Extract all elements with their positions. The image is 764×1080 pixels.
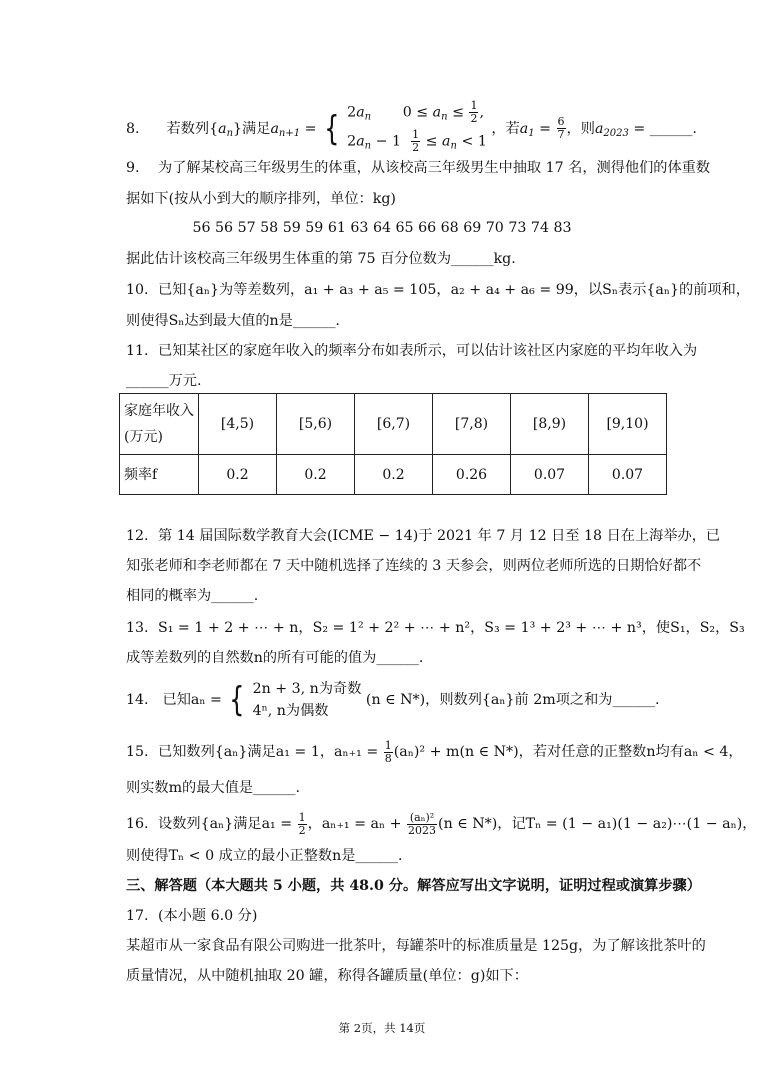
question-17-heading: 17. (本小题 6.0 分) — [126, 908, 258, 924]
table-cell: [7,8) — [433, 394, 511, 455]
frequency-table — [119, 393, 667, 495]
piecewise-cases: 2n + 3, n为奇数 4ⁿ, n为偶数 — [252, 681, 362, 719]
question-13-line-1: 13. S₁ = 1 + 2 + ⋯ + n，S₂ = 1² + 2² + ⋯ + n²，S₃ = 1³ + 2³ + ⋯ + n³，使S₁，S₂，S₃ — [126, 620, 745, 636]
table-cell: [9,10) — [589, 394, 667, 455]
question-17-line-2: 质量情况，从中随机抽取 20 罐，称得各罐质量(单位：g)如下： — [126, 968, 528, 984]
question-12-line-2: 知张老师和李老师都在 7 天中随机选择了连续的 3 天参会，则两位老师所选的日期恰好都不 — [126, 558, 702, 574]
table-cell: [6,7) — [355, 394, 433, 455]
question-13-line-2: 成等差数列的自然数n的所有可能的值为______. — [126, 650, 424, 666]
header-cell: 家庭年收入 (万元) — [120, 394, 199, 455]
piecewise-brace: { — [229, 680, 245, 720]
question-8: 8. 若数列$\{a_n\}$满足$a_{n+1}$ = { $2a_n$ $0 \le a_n$ ≤ $\frac{1}{2}$ , $2a_n - 1$ $\frac{1}{2}$ ≤ $a_n < 1$ ，若$a_1$ = $\frac{6}{7}$ ，则$a_{2023}$ = ______. — [126, 100, 697, 157]
question-9-line-2: 据如下(按从小到大的顺序排列，单位：kg) — [126, 191, 396, 207]
question-10-line-2: 则使得Sₙ达到最大值的n是______. — [126, 313, 340, 329]
table-cell: [8,9) — [511, 394, 589, 455]
table-cell: [5,6) — [277, 394, 355, 455]
table-cell: 0.26 — [433, 455, 511, 495]
section-heading: 三、解答题（本大题共 5 小题，共 48.0 分。解答应写出文字说明，证明过程或演算步骤） — [126, 878, 701, 894]
table-cell: 0.2 — [199, 455, 277, 495]
page-footer: 第 2页，共 14页 — [338, 1021, 426, 1035]
table-cell: 0.2 — [277, 455, 355, 495]
question-9-line-1: 9. 为了解某校高三年级男生的体重，从该校高三年级男生中抽取 17 名，测得他们的体重数 — [126, 160, 711, 176]
table-row — [120, 394, 667, 455]
question-12-line-3: 相同的概率为______. — [126, 588, 259, 604]
table-cell: 0.2 — [355, 455, 433, 495]
piecewise-brace: { — [324, 108, 340, 149]
question-10-line-1: 10. 已知{aₙ}为等差数列，a₁ + a₃ + a₅ = 105，a₂ + a₄ + a₆ = 99，以Sₙ表示{aₙ}的前项和， — [126, 282, 750, 298]
table-cell: [4,5) — [199, 394, 277, 455]
row-label: 频率f — [120, 455, 199, 495]
question-17-line-1: 某超市从一家食品有限公司购进一批茶叶，每罐茶叶的标准质量是 125g，为了解该批茶叶的 — [126, 938, 706, 954]
piecewise-cases: $2a_n$ $0 \le a_n$ ≤ $\frac{1}{2}$ , $2a_n - 1$ $\frac{1}{2}$ ≤ $a_n < 1$ — [347, 99, 487, 154]
question-16-line-2: 则使得Tₙ < 0 成立的最小正整数n是______. — [126, 848, 403, 864]
question-9-line-3: 据此估计该校高三年级男生体重的第 75 百分位数为______kg. — [126, 251, 516, 267]
table-cell: 0.07 — [589, 455, 667, 495]
question-11-line-1: 11. 已知某社区的家庭年收入的频率分布如表所示，可以估计该社区内家庭的平均年收入为 — [126, 343, 698, 359]
question-12-line-1: 12. 第 14 届国际数学教育大会(ICME − 14)于 2021 年 7 月 12 日至 18 日在上海举办，已 — [126, 528, 721, 544]
weight-data: 56 56 57 58 59 59 61 63 64 65 66 68 69 70 73 74 83 — [192, 220, 572, 236]
table-row — [120, 455, 667, 495]
question-15-line-1: 15. 已知数列{aₙ}满足a₁ = 1，aₙ₊₁ = $\frac{1}{8}$ (aₙ)² + m(n ∈ N*)，若对任意的正整数n均有aₙ < 4， — [126, 738, 743, 765]
question-16-line-1: 16. 设数列{aₙ}满足a₁ = $\frac{1}{2}$ ，aₙ₊₁ = aₙ + $\frac{\text{(aₙ)²}}{2023}$ (n ∈ N*)，记Tₙ = (1 − a₁)(1 − a₂)⋯(1 − aₙ)， — [126, 810, 757, 837]
question-15-line-2: 则实数m的最大值是______. — [126, 780, 301, 796]
table-cell: 0.07 — [511, 455, 589, 495]
question-11-line-2: ______万元. — [126, 373, 202, 389]
question-14: 14. 已知aₙ = { 2n + 3, n为奇数 4ⁿ, n为偶数 (n ∈ N*)，则数列{aₙ}前 2m项之和为______. — [126, 680, 660, 720]
